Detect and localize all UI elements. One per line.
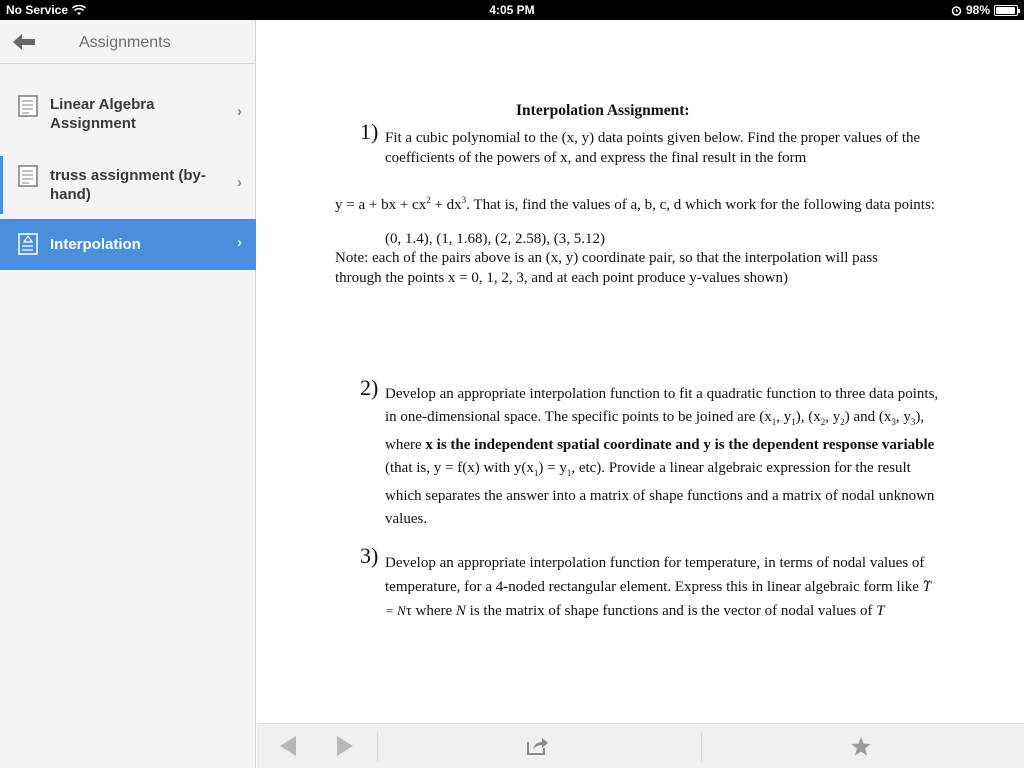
sidebar-header: [0, 20, 255, 64]
question-1-text: Fit a cubic polynomial to the (x, y) data points given below. Find the proper values of the coefficients of the powers of x, and express the final result in the form: [385, 130, 921, 166]
document-viewer[interactable]: [257, 20, 1024, 723]
sidebar-title: Assignments: [79, 34, 171, 51]
question-1-data-points: (0, 1.4), (1, 1.68), (2, 2.58), (3, 5.12): [385, 231, 605, 247]
question-3-number: 3): [360, 543, 379, 568]
sidebar-item-label: Interpolation: [50, 236, 141, 253]
bottom-toolbar: [257, 723, 1024, 768]
status-bar: [0, 0, 1024, 20]
prev-page-icon[interactable]: [278, 734, 298, 758]
next-page-icon[interactable]: [335, 734, 355, 758]
question-1-note: Note: each of the pairs above is an (x, y) coordinate pair, so that the interpolation will pass through the points x = 0, 1, 2, 3, and at each point produce y-values shown): [335, 250, 878, 286]
document-icon: [18, 95, 38, 117]
battery-icon: [994, 5, 1018, 16]
chevron-right-icon: ›: [237, 174, 242, 191]
battery-percent: 98%: [965, 3, 990, 17]
question-1-number: 1): [360, 119, 379, 144]
share-icon[interactable]: [526, 736, 550, 756]
document-icon: [18, 165, 38, 187]
carrier-text: No Service: [6, 3, 69, 17]
chevron-right-icon: ›: [237, 234, 242, 251]
star-icon[interactable]: [850, 736, 872, 757]
alarm-icon: [951, 5, 962, 16]
status-time: 4:05 PM: [489, 3, 535, 17]
page-title: Interpolation Assignment:: [516, 102, 690, 119]
chevron-right-icon: ›: [237, 103, 242, 120]
question-3-text: Develop an appropriate interpolation function for temperature, in terms of nodal values of temperature, for a 4-noded rectangular element. Express this in linear algebraic form like ~ T = Nτ where N is the matrix of shape functions and is the vector of nodal values of T: [385, 551, 941, 623]
question-2-number: 2): [360, 375, 379, 400]
sidebar-item-interpolation[interactable]: [0, 219, 256, 270]
toolbar-divider: [701, 732, 702, 762]
sidebar: [0, 20, 256, 768]
question-2-text: Develop an appropriate interpolation function to fit a quadratic function to three data points, in one-dimensional space. The specific points to be joined are ($x_1$, $y_1$), ($x_2$, $y_2$) and ($x_3$, $y_3$), where x is the independent spatial coordinate and y is the dependent response variable (that is, y = f(x) with $y(x_1) = y_1$, etc). Provide a linear algebraic expression for the result which separates the answer into a matrix of shape functions and a matrix of nodal unknown values.: [385, 386, 939, 527]
sidebar-item-linear-algebra[interactable]: [0, 90, 256, 160]
back-arrow-icon[interactable]: [10, 30, 38, 54]
sidebar-item-label: truss assignment (by-hand): [50, 167, 206, 203]
sidebar-item-truss[interactable]: [0, 156, 256, 214]
document-icon: [18, 233, 38, 255]
status-right: [951, 3, 1018, 17]
sidebar-item-label: Linear Algebra Assignment: [50, 96, 155, 132]
question-1-equation: y = a + bx + $cx^2 + dx^3$. That is, find the values of a, b, c, d which work for the following data points:: [335, 195, 935, 213]
toolbar-divider: [377, 732, 378, 762]
